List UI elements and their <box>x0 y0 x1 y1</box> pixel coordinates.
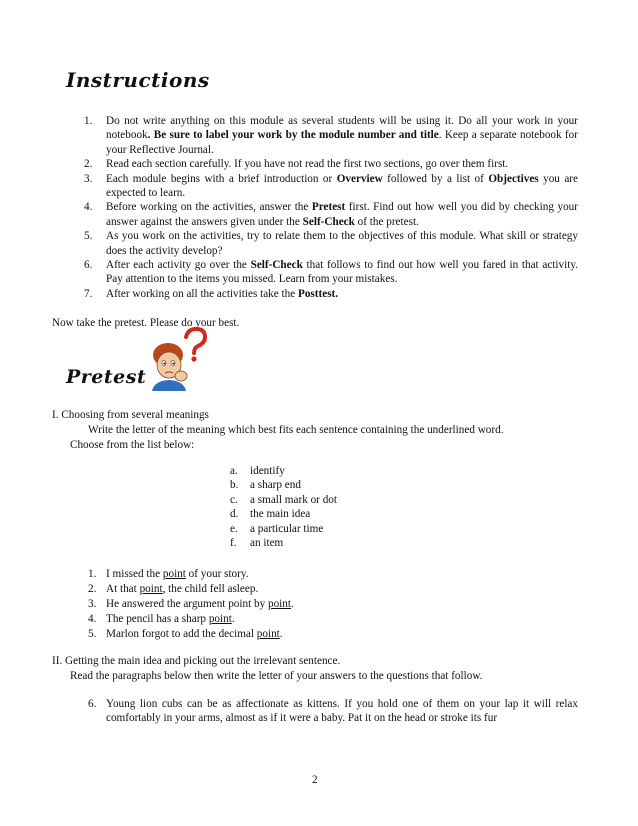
underlined-word: point <box>267 598 291 610</box>
underlined-word: point <box>162 568 186 580</box>
instruction-emphasis: Pretest <box>311 201 346 214</box>
sentence-before: At that <box>106 583 140 595</box>
sentence-after: . <box>279 628 283 640</box>
item-number: 5. <box>88 628 97 640</box>
choice-text: a small mark or dot <box>250 493 337 506</box>
page-number: 2 <box>312 774 318 786</box>
instruction-item <box>84 172 578 201</box>
instruction-text: followed by a list of <box>382 172 489 185</box>
instruction-text: Before working on the activities, answer the <box>106 201 312 214</box>
part1-heading: I. Choosing from several meanings <box>52 409 209 421</box>
choice-letter: e. <box>230 522 238 535</box>
instruction-item <box>84 157 578 171</box>
item-sentence <box>106 627 283 642</box>
sentence-after: . <box>290 598 294 610</box>
choice-text: a particular time <box>250 522 324 535</box>
choice-letter: d. <box>230 508 239 521</box>
choice-letter: a. <box>230 465 238 477</box>
instruction-item <box>84 229 578 258</box>
underlined-word: point <box>139 583 163 595</box>
sentence-before: The pencil has a sharp <box>106 613 209 625</box>
instructions-list <box>84 114 578 301</box>
instruction-number: 1. <box>84 115 93 127</box>
instruction-number: 4. <box>84 201 93 214</box>
item-number: 3. <box>88 598 97 610</box>
item6-paragraph: Young lion cubs can be as affectionate as kittens. If you hold one of them on your lap it will relax comfortably in your arms, almost as if it were a baby. Pat it on the head or stroke its fur <box>106 698 578 725</box>
sentence-after: . <box>231 613 235 625</box>
choice-text: the main idea <box>250 508 311 521</box>
pretest-title: Pretest <box>66 366 147 388</box>
instruction-text: After each activity go over the <box>106 259 251 272</box>
item6-number: 6. <box>88 698 97 710</box>
instruction-emphasis: . Be sure to label your work by the module number and title <box>147 129 439 142</box>
part2-heading: II. Getting the main idea and picking out the irrelevant sentence. <box>52 655 341 667</box>
choice-text: an item <box>250 536 284 549</box>
instruction-number: 7. <box>84 287 93 300</box>
item-sentence <box>106 567 249 582</box>
instruction-text: Read each section carefully. If you have not read the first two sections, go over them first. <box>106 158 509 171</box>
instructions-title: Instructions <box>66 68 210 92</box>
part2-instruction: Read the paragraphs below then write the letter of your answers to the questions that follow. <box>70 670 483 682</box>
underlined-word: point <box>208 613 232 625</box>
instruction-text: As you work on the activities, try to relate them to the objectives of this module. What skill or strategy does the activity develop? <box>106 230 578 257</box>
choice-text: a sharp end <box>250 479 301 492</box>
instruction-item <box>84 258 578 287</box>
part1-instruction: Write the letter of the meaning which best fits each sentence containing the underlined word. <box>88 424 504 436</box>
sentence-after: , the child fell asleep. <box>162 583 259 595</box>
item-number: 2. <box>88 583 97 595</box>
item-sentence <box>106 597 294 612</box>
item-sentence <box>106 612 235 627</box>
sentence-before: I missed the <box>106 568 163 580</box>
instruction-item <box>84 114 578 157</box>
instruction-emphasis: Overview <box>336 172 383 185</box>
instruction-text: After working on all the activities take the <box>106 287 298 300</box>
instruction-emphasis: Posttest. <box>298 287 339 300</box>
choice-text: identify <box>250 465 285 477</box>
sentence-after: of your story. <box>185 568 249 580</box>
instruction-emphasis: Self-Check <box>250 259 303 272</box>
instruction-text: Each module begins with a brief introduction or <box>106 172 337 185</box>
instruction-number: 6. <box>84 259 93 272</box>
instruction-number: 2. <box>84 158 93 171</box>
item-number: 4. <box>88 613 97 625</box>
instruction-text: . Keep a separate notebook for your Reflective Journal. <box>106 129 578 156</box>
instruction-text: first. Find out how well you did by checking your answer against the answers given under the <box>106 201 578 228</box>
instruction-text: Do not write anything on this module as several students will be using it. Do all your work in your notebook <box>106 115 578 142</box>
choice-letter: c. <box>230 493 238 506</box>
instruction-item <box>84 200 578 229</box>
sentence-before: He answered the argument point by <box>106 598 268 610</box>
underlined-word: point <box>256 628 280 640</box>
choice-letter: b. <box>230 479 239 492</box>
item-sentence <box>106 582 258 597</box>
closing-text: Now take the pretest. Please do your best. <box>52 317 240 329</box>
instruction-text: of the pretest. <box>354 215 419 228</box>
instruction-number: 5. <box>84 230 93 243</box>
thinking-student-clipart <box>148 327 210 391</box>
part1-instruction-2: Choose from the list below: <box>70 439 195 451</box>
sentence-before: Marlon forgot to add the decimal <box>106 628 257 640</box>
instruction-text: that follows to find out how well you fared in that activity. Pay attention to the items you missed. Learn from your mistakes. <box>106 259 578 286</box>
instruction-emphasis: Self-Check <box>302 215 355 228</box>
choice-letter: f. <box>230 536 237 549</box>
instruction-number: 3. <box>84 172 93 185</box>
instruction-text: you are expected to learn. <box>106 172 578 200</box>
instruction-emphasis: Objectives <box>488 172 539 185</box>
instruction-item <box>84 287 578 301</box>
item-number: 1. <box>88 568 97 580</box>
